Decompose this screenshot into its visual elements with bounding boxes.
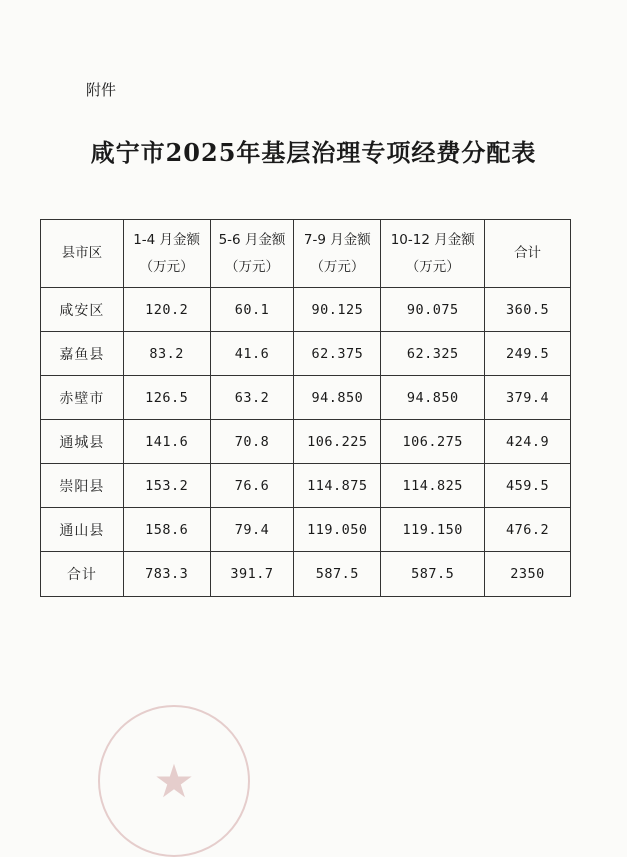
amount-cell: 60.1 — [210, 288, 294, 332]
table-row — [41, 288, 571, 332]
amount-cell: 41.6 — [210, 332, 294, 376]
total-amount-cell: 391.7 — [210, 552, 294, 597]
table-row — [41, 464, 571, 508]
page-title: 咸宁市2025年基层治理专项经费分配表 — [90, 138, 537, 167]
row-total-cell: 459.5 — [485, 464, 571, 508]
amount-cell: 120.2 — [123, 288, 210, 332]
amount-cell: 94.850 — [381, 376, 485, 420]
amount-cell: 126.5 — [123, 376, 210, 420]
district-cell: 崇阳县 — [41, 464, 124, 508]
total-label-cell: 合计 — [41, 552, 124, 597]
column-header-oct-dec: 10-12 月金额 （万元） — [381, 220, 485, 288]
amount-cell: 63.2 — [210, 376, 294, 420]
amount-cell: 114.825 — [381, 464, 485, 508]
district-cell: 通山县 — [41, 508, 124, 552]
amount-cell: 119.150 — [381, 508, 485, 552]
amount-cell: 158.6 — [123, 508, 210, 552]
row-total-cell: 476.2 — [485, 508, 571, 552]
row-total-cell: 249.5 — [485, 332, 571, 376]
amount-cell: 79.4 — [210, 508, 294, 552]
total-amount-cell: 783.3 — [123, 552, 210, 597]
district-cell: 通城县 — [41, 420, 124, 464]
amount-cell: 141.6 — [123, 420, 210, 464]
grand-total-cell: 2350 — [485, 552, 571, 597]
total-amount-cell: 587.5 — [381, 552, 485, 597]
column-header-total: 合计 — [485, 220, 571, 288]
amount-cell: 76.6 — [210, 464, 294, 508]
amount-cell: 90.125 — [294, 288, 381, 332]
amount-cell: 62.375 — [294, 332, 381, 376]
amount-cell: 106.275 — [381, 420, 485, 464]
column-header-jan-apr: 1-4 月金额 （万元） — [123, 220, 210, 288]
table-row — [41, 420, 571, 464]
district-cell: 赤壁市 — [41, 376, 124, 420]
table-row — [41, 508, 571, 552]
amount-cell: 114.875 — [294, 464, 381, 508]
total-amount-cell: 587.5 — [294, 552, 381, 597]
amount-cell: 153.2 — [123, 464, 210, 508]
row-total-cell: 379.4 — [485, 376, 571, 420]
column-header-district: 县市区 — [41, 220, 124, 288]
column-header-may-jun: 5-6 月金额 （万元） — [210, 220, 294, 288]
amount-cell: 94.850 — [294, 376, 381, 420]
attachment-label: 附件 — [86, 81, 117, 99]
allocation-table — [40, 219, 571, 597]
table-total-row — [41, 552, 571, 597]
table-row — [41, 332, 571, 376]
district-cell: 咸安区 — [41, 288, 124, 332]
table-row — [41, 376, 571, 420]
table-header-row — [41, 220, 571, 288]
district-cell: 嘉鱼县 — [41, 332, 124, 376]
amount-cell: 106.225 — [294, 420, 381, 464]
row-total-cell: 360.5 — [485, 288, 571, 332]
column-header-jul-sep: 7-9 月金额 （万元） — [294, 220, 381, 288]
amount-cell: 70.8 — [210, 420, 294, 464]
amount-cell: 83.2 — [123, 332, 210, 376]
row-total-cell: 424.9 — [485, 420, 571, 464]
amount-cell: 90.075 — [381, 288, 485, 332]
official-seal — [98, 705, 250, 857]
amount-cell: 62.325 — [381, 332, 485, 376]
star-icon: ★ — [153, 754, 195, 808]
amount-cell: 119.050 — [294, 508, 381, 552]
